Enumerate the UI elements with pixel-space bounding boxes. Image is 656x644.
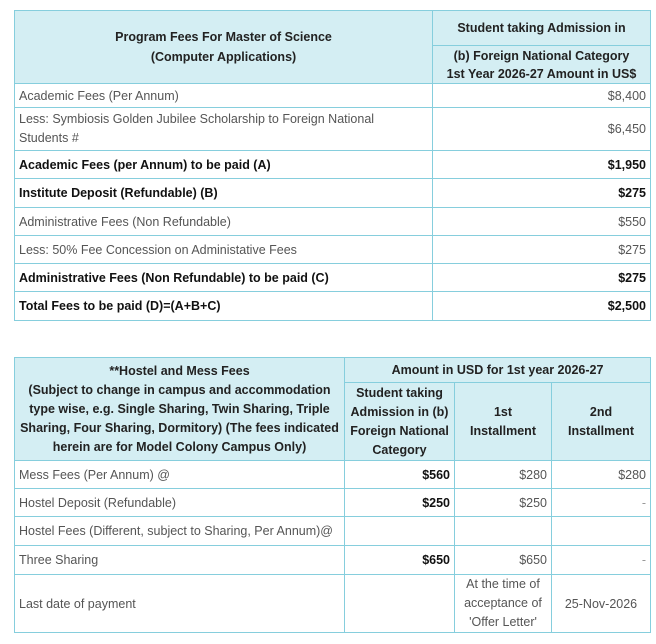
fee-label: Total Fees to be paid (D)=(A+B+C): [15, 292, 433, 321]
hostel-label: Last date of payment: [15, 575, 345, 633]
fee-row: [15, 179, 651, 208]
fee-amount: $1,950: [433, 151, 651, 179]
student-admission-header: Student taking Admission in: [433, 11, 651, 46]
hostel-first: [455, 517, 552, 546]
hostel-total: [345, 575, 455, 633]
hostel-row: [15, 575, 651, 633]
fee-label: Institute Deposit (Refundable) (B): [15, 179, 433, 208]
hostel-first: $280: [455, 461, 552, 489]
hostel-row: [15, 546, 651, 575]
fee-amount: $275: [433, 264, 651, 292]
hostel-first: $250: [455, 489, 552, 517]
fee-row: [15, 84, 651, 108]
fee-row: [15, 151, 651, 179]
fee-label: Less: Symbiosis Golden Jubilee Scholarship to Foreign National Students #: [15, 108, 433, 151]
fee-amount: $6,450: [433, 108, 651, 151]
hostel-second: [552, 517, 651, 546]
payment-deadline-second: 25-Nov-2026: [552, 575, 651, 633]
fee-amount: $2,500: [433, 292, 651, 321]
hostel-label: Three Sharing: [15, 546, 345, 575]
fee-row: [15, 108, 651, 151]
fee-row-total: [15, 292, 651, 321]
fee-label: Administrative Fees (Non Refundable) to be paid (C): [15, 264, 433, 292]
fee-row: [15, 236, 651, 264]
program-header: Program Fees For Master of Science (Computer Applications): [15, 11, 433, 84]
fee-row: [15, 208, 651, 236]
hostel-total: $250: [345, 489, 455, 517]
hostel-second: $280: [552, 461, 651, 489]
student-category-header: Student taking Admission in (b) Foreign National Category: [345, 383, 455, 461]
hostel-total: [345, 517, 455, 546]
category-header: (b) Foreign National Category 1st Year 2026-27 Amount in US$: [433, 46, 651, 84]
amount-header: Amount in USD for 1st year 2026-27: [345, 358, 651, 383]
hostel-header: **Hostel and Mess Fees (Subject to change in campus and accommodation type wise, e.g. Single Sharing, Twin Sharing, Triple Sharing, Four Sharing, Dormitory) (The fees indicated herein are for Model Colony Campus Only): [15, 358, 345, 461]
hostel-total: $650: [345, 546, 455, 575]
payment-deadline-first: At the time of acceptance of 'Offer Letter': [455, 575, 552, 633]
hostel-row: [15, 517, 651, 546]
fee-amount: $275: [433, 236, 651, 264]
fee-amount: $8,400: [433, 84, 651, 108]
hostel-label: Hostel Fees (Different, subject to Sharing, Per Annum)@: [15, 517, 345, 546]
hostel-row: [15, 461, 651, 489]
hostel-first: $650: [455, 546, 552, 575]
hostel-label: Mess Fees (Per Annum) @: [15, 461, 345, 489]
fee-label: Less: 50% Fee Concession on Administative Fees: [15, 236, 433, 264]
first-installment-header: 1st Installment: [455, 383, 552, 461]
hostel-second: -: [552, 546, 651, 575]
fee-label: Administrative Fees (Non Refundable): [15, 208, 433, 236]
hostel-second: -: [552, 489, 651, 517]
fee-amount: $550: [433, 208, 651, 236]
fee-label: Academic Fees (Per Annum): [15, 84, 433, 108]
hostel-mess-fees-table: [14, 357, 651, 633]
hostel-row: [15, 489, 651, 517]
fee-amount: $275: [433, 179, 651, 208]
hostel-total: $560: [345, 461, 455, 489]
hostel-label: Hostel Deposit (Refundable): [15, 489, 345, 517]
fee-row: [15, 264, 651, 292]
fee-label: Academic Fees (per Annum) to be paid (A): [15, 151, 433, 179]
program-fees-table: [14, 10, 651, 321]
second-installment-header: 2nd Installment: [552, 383, 651, 461]
